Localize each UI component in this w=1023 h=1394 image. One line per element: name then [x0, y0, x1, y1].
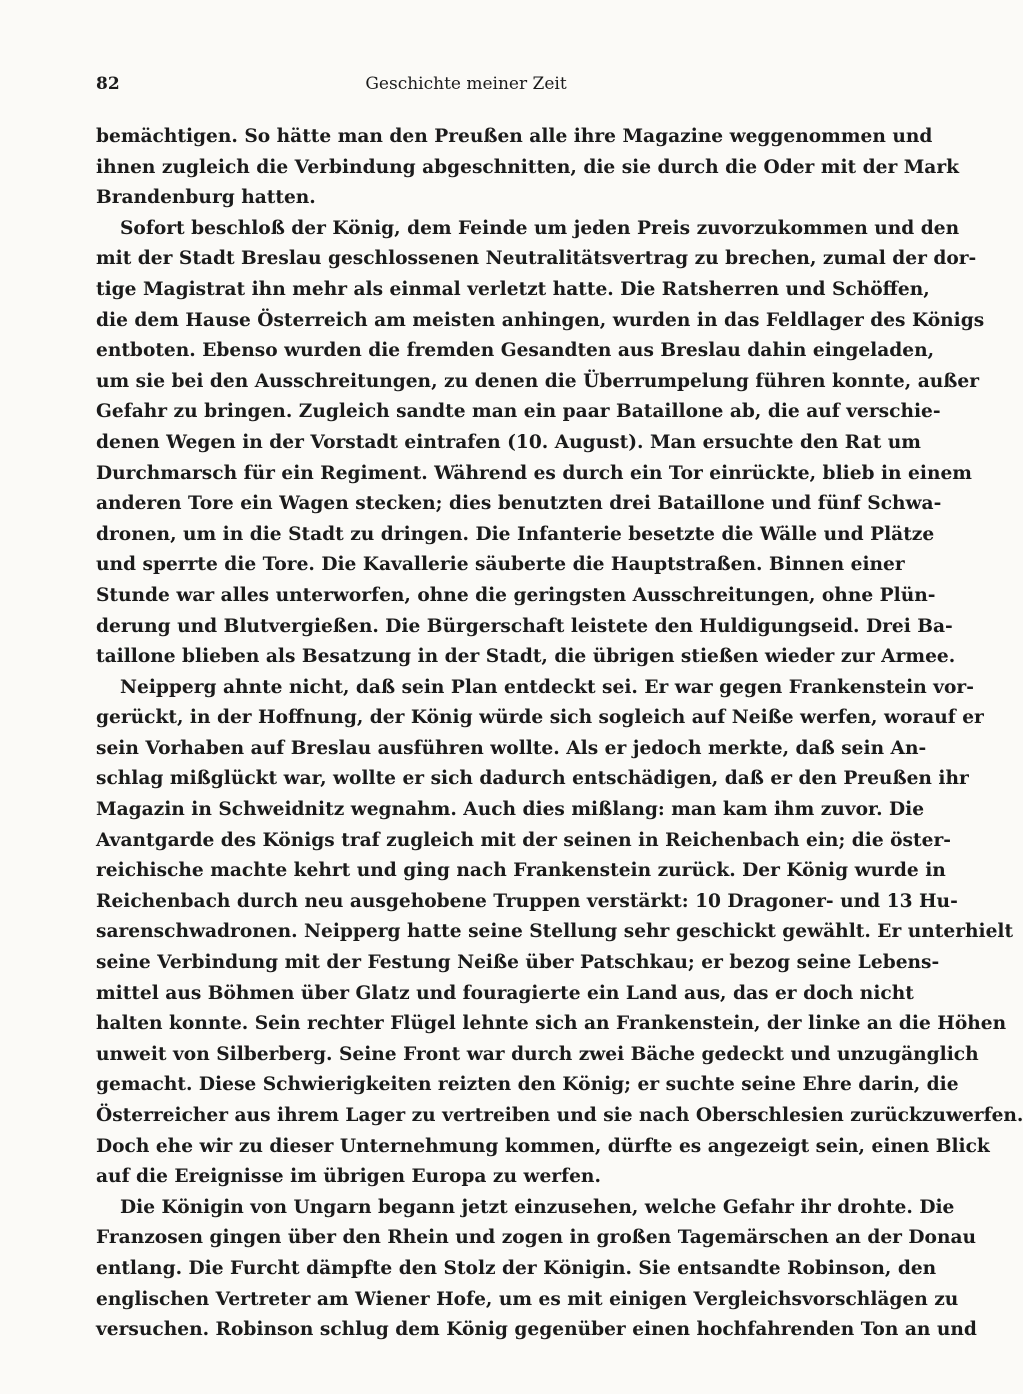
paragraph: [96, 673, 1023, 1193]
text-line: Stunde war alles unterworfen, ohne die geringsten Ausschreitungen, ohne Plün-: [96, 584, 936, 606]
text-line: entboten. Ebenso wurden die fremden Gesandten aus Breslau dahin eingeladen,: [96, 340, 935, 362]
text-line: denen Wegen in der Vorstadt eintrafen (10. August). Man ersuchte den Rat um: [96, 431, 921, 453]
paragraph: [96, 122, 960, 214]
text-line: Durchmarsch für ein Regiment. Während es durch ein Tor einrückte, blieb in einem: [96, 462, 972, 484]
text-line: versuchen. Robinson schlug dem König gegenüber einen hochfahrenden Ton an und: [96, 1319, 977, 1341]
text-line: auf die Ereignisse im übrigen Europa zu werfen.: [96, 1166, 601, 1188]
text-line: englischen Vertreter am Wiener Hofe, um es mit einigen Vergleichsvorschlägen zu: [96, 1288, 959, 1310]
text-line: Avantgarde des Königs traf zugleich mit der seinen in Reichenbach ein; die öster-: [96, 829, 951, 851]
text-line: mittel aus Böhmen über Glatz und fouragierte ein Land aus, das er doch nicht: [96, 982, 914, 1004]
text-line: halten konnte. Sein rechter Flügel lehnte sich an Frankenstein, der linke an die Höhen: [96, 1013, 1007, 1035]
text-line: reichische machte kehrt und ging nach Frankenstein zurück. Der König wurde in: [96, 860, 946, 882]
text-line: derung und Blutvergießen. Die Bürgerschaft leistete den Huldigungseid. Drei Ba-: [96, 615, 953, 637]
page-number: 82: [96, 74, 120, 94]
text-line: Neipperg ahnte nicht, daß sein Plan entdeckt sei. Er war gegen Frankenstein vor-: [120, 676, 974, 698]
text-line: die dem Hause Österreich am meisten anhingen, wurden in das Feldlager des Königs: [96, 309, 985, 331]
text-line: sein Vorhaben auf Breslau ausführen wollte. Als er jedoch merkte, daß sein An-: [96, 737, 927, 759]
body-text: [96, 122, 1023, 1346]
text-line: Österreicher aus ihrem Lager zu vertreiben und sie nach Oberschlesien zurückzuwerfen.: [96, 1105, 1023, 1126]
text-line: Gefahr zu bringen. Zugleich sandte man ein paar Bataillone ab, die auf verschie-: [96, 401, 941, 423]
text-line: und sperrte die Tore. Die Kavallerie säuberte die Hauptstraßen. Binnen einer: [96, 554, 905, 576]
paragraph: [96, 214, 985, 673]
text-line: mit der Stadt Breslau geschlossenen Neutralitätsvertrag zu brechen, zumal der dor-: [96, 248, 977, 270]
text-line: taillone blieben als Besatzung in der Stadt, die übrigen stießen wieder zur Armee.: [96, 646, 956, 668]
text-line: Sofort beschloß der König, dem Feinde um jeden Preis zuvorzukommen und den: [120, 217, 960, 239]
text-line: um sie bei den Ausschreitungen, zu denen die Überrumpelung führen konnte, außer: [96, 370, 980, 392]
text-line: Die Königin von Ungarn begann jetzt einzusehen, welche Gefahr ihr drohte. Die: [120, 1196, 955, 1218]
text-line: Franzosen gingen über den Rhein und zogen in großen Tagemärschen an der Donau: [96, 1227, 977, 1249]
running-title: Geschichte meiner Zeit: [365, 74, 567, 94]
text-line: tige Magistrat ihn mehr als einmal verletzt hatte. Die Ratsherren und Schöffen,: [96, 278, 930, 300]
text-line: sarenschwadronen. Neipperg hatte seine Stellung sehr geschickt gewählt. Er unterhielt: [96, 921, 1014, 943]
text-line: ihnen zugleich die Verbindung abgeschnitten, die sie durch die Oder mit der Mark: [96, 156, 960, 178]
text-line: dronen, um in die Stadt zu dringen. Die Infanterie besetzte die Wälle und Plätze: [96, 523, 935, 545]
text-line: seine Verbindung mit der Festung Neiße über Patschkau; er bezog seine Lebens-: [96, 952, 940, 974]
text-line: unweit von Silberberg. Seine Front war durch zwei Bäche gedeckt und unzugänglich: [96, 1043, 979, 1065]
paragraph: [96, 1193, 977, 1346]
text-line: Magazin in Schweidnitz wegnahm. Auch dies mißlang: man kam ihm zuvor. Die: [96, 799, 925, 821]
text-line: Brandenburg hatten.: [96, 187, 316, 209]
text-line: anderen Tore ein Wagen stecken; dies benutzten drei Bataillone und fünf Schwa-: [96, 493, 942, 515]
text-line: Doch ehe wir zu dieser Unternehmung kommen, dürfte es angezeigt sein, einen Blick: [96, 1135, 990, 1157]
text-line: bemächtigen. So hätte man den Preußen alle ihre Magazine weggenommen und: [96, 126, 933, 147]
text-line: gerückt, in der Hoffnung, der König würde sich sogleich auf Neiße werfen, worauf er: [96, 707, 984, 729]
text-line: schlag mißglückt war, wollte er sich dadurch entschädigen, daß er den Preußen ihr: [96, 768, 969, 790]
text-line: Reichenbach durch neu ausgehobene Truppen verstärkt: 10 Dragoner- und 13 Hu-: [96, 890, 958, 912]
page-header: [96, 74, 836, 108]
text-line: gemacht. Diese Schwierigkeiten reizten den König; er suchte seine Ehre darin, die: [96, 1074, 959, 1096]
text-line: entlang. Die Furcht dämpfte den Stolz der Königin. Sie entsandte Robinson, den: [96, 1257, 937, 1279]
